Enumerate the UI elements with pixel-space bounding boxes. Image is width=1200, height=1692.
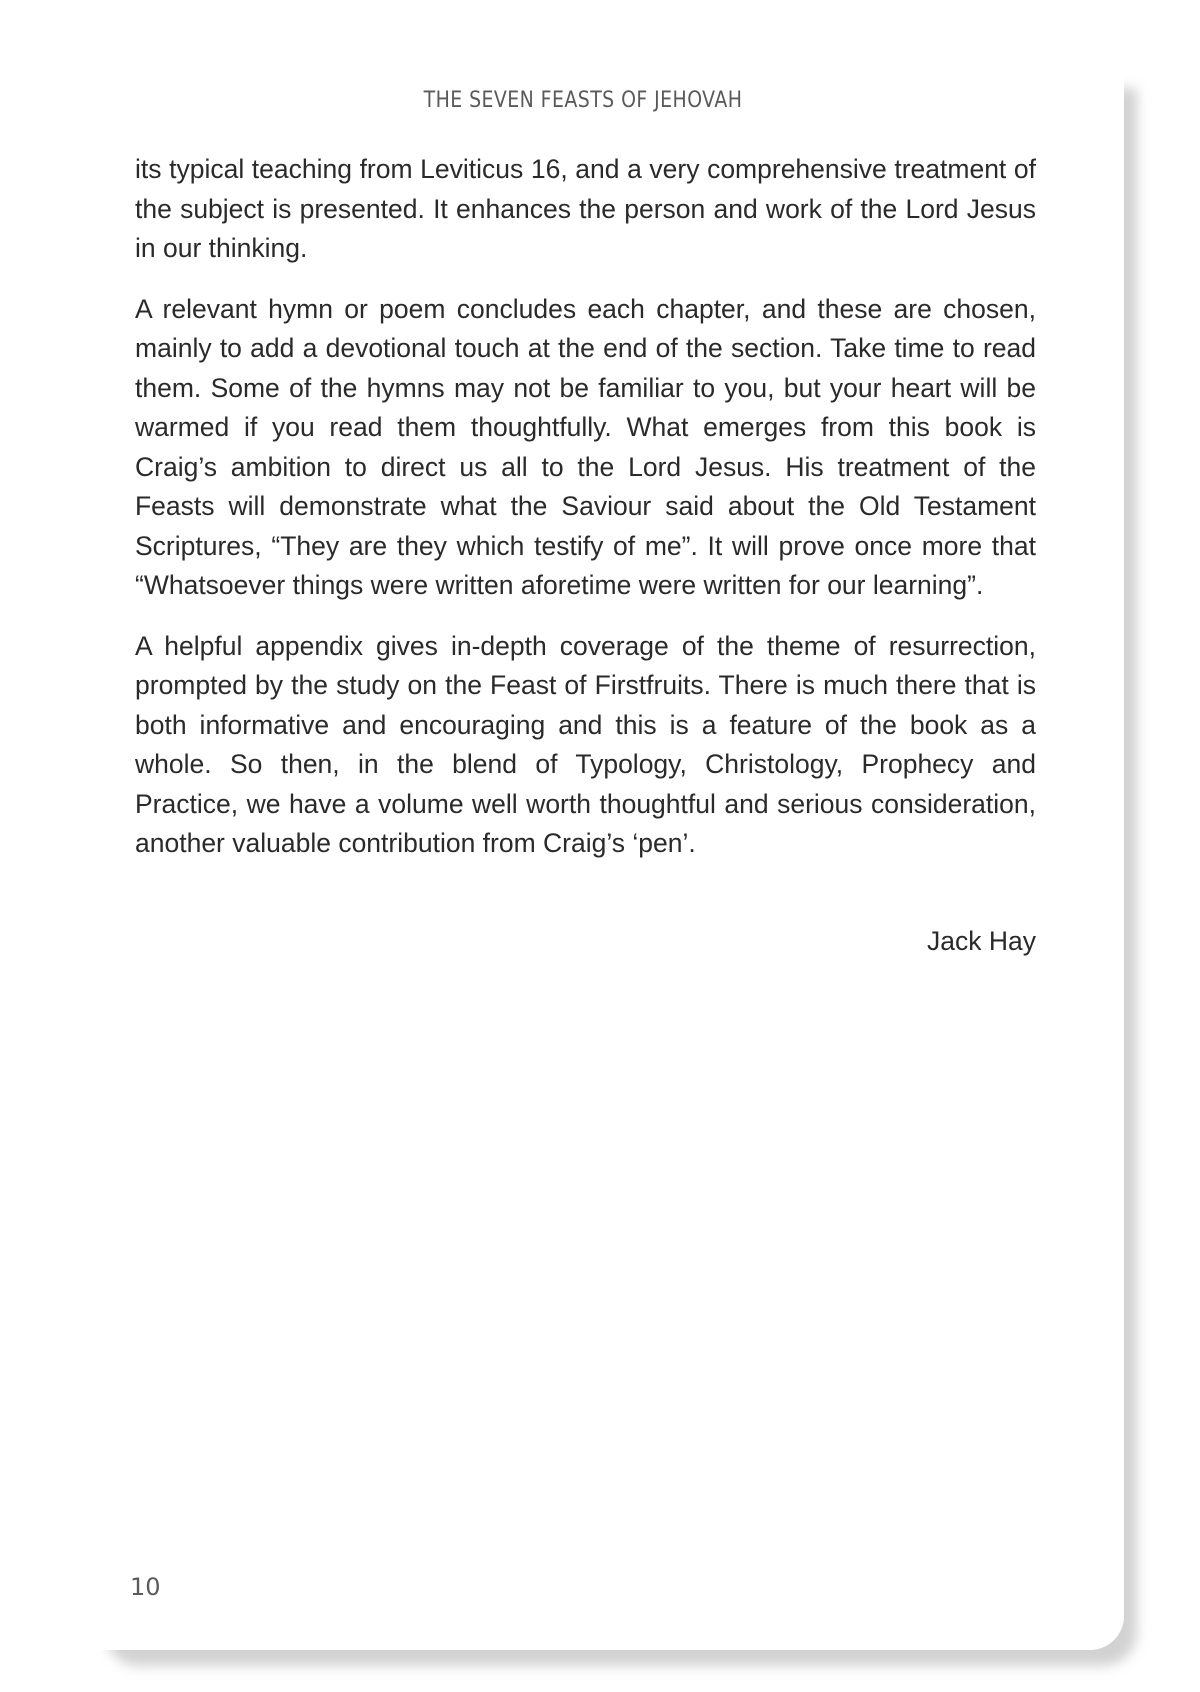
paragraph-1: its typical teaching from Leviticus 16, and a very comprehensive treatment of the subject is presented. It enhances the person and work of the Lord Jesus in our thinking. — [135, 154, 1036, 263]
paragraph-2: A relevant hymn or poem concludes each chapter, and these are chosen, mainly to add a devotional touch at the end of the section. Take time to read them. Some of the hymns may not be familiar to you, but your heart will be warmed if you read them thoughtfully. What emerges from this book is Craig’s ambition to direct us all to the Lord Jesus. His treatment of the Feasts will demonstrate what the Saviour said about the Old Testament Scriptures, “They are they which testify of me”. It will prove once more that “Whatsoever things were written aforetime were written for our learning”. — [135, 293, 1036, 600]
body-text — [135, 150, 1036, 885]
author-signature: Jack Hay — [927, 926, 1036, 956]
paragraph-3: A helpful appendix gives in-depth coverage of the theme of resurrection, prompted by the study on the Feast of Firstfruits. There is much there that is both informative and encouraging and this is a feature of the book as a whole. So then, in the blend of Typology, Christology, Prophecy and Practice, we have a volume well worth thoughtful and serious consideration, another valuable contribution from Craig’s ‘pen’. — [135, 630, 1036, 858]
page-number: 10 — [130, 1573, 161, 1601]
running-head: THE SEVEN FEASTS OF JEHOVAH — [423, 88, 743, 113]
